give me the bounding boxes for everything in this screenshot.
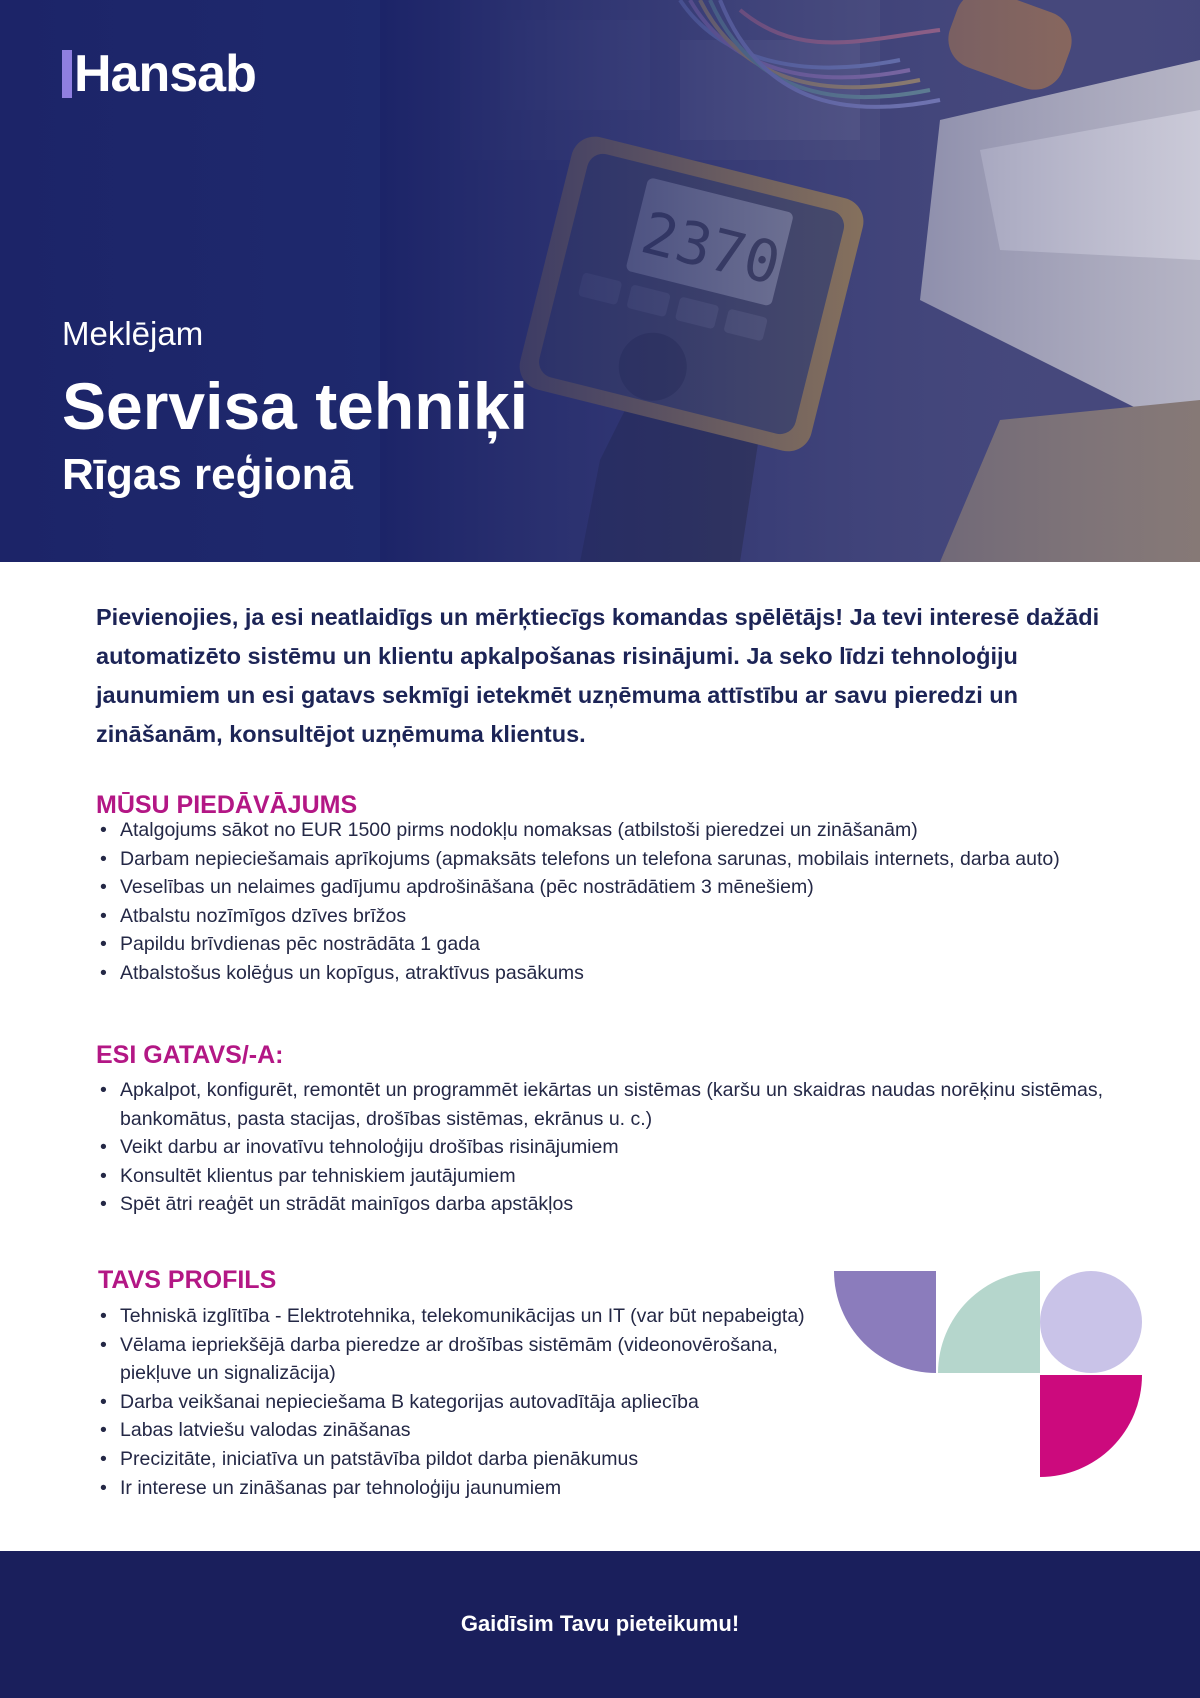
profile-item: • Tehniskā izglītība - Elektrotehnika, telekomunikācijas un IT (var būt nepabeigta) — [120, 1302, 820, 1331]
offer-item: • Atbalstu nozīmīgos dzīves brīžos — [120, 902, 1160, 931]
hero-location: Rīgas reģionā — [62, 450, 353, 499]
profile-item: • Labas latviešu valodas zināšanas — [120, 1416, 820, 1445]
decorative-shapes — [834, 1271, 1146, 1477]
profile-list — [100, 1302, 820, 1502]
profile-item: • Ir interese un zināšanas par tehnoloģiju jaunumiem — [120, 1474, 820, 1503]
offer-item: • Papildu brīvdienas pēc nostrādāta 1 gada — [120, 930, 1160, 959]
offer-item: • Veselības un nelaimes gadījumu apdrošināšana (pēc nostrādātiem 3 mēnešiem) — [120, 873, 1160, 902]
hero-banner — [0, 0, 1200, 562]
ready-heading: ESI GATAVS/-A: — [96, 1041, 284, 1069]
offer-list — [100, 816, 1160, 988]
logo-text: Hansab — [74, 45, 256, 103]
intro-paragraph: Pievienojies, ja esi neatlaidīgs un mērķtiecīgs komandas spēlētājs! Ja tevi interesē dažādi automatizēto sistēmu un klientu apkalpošanas risinājumi. Ja seko līdzi tehnoloģiju jaunumiem un esi gatavs sekmīgi ietekmēt uzņēmuma attīstību ar savu pieredzi un zināšanām, konsultējot uzņēmuma klientus. — [96, 604, 1100, 747]
hansab-logo — [62, 46, 256, 102]
hero-subtitle: Meklējam — [62, 315, 204, 352]
ready-list — [100, 1076, 1160, 1219]
offer-item: • Darbam nepieciešamais aprīkojums (apmaksāts telefons un telefona sarunas, mobilais internets, darba auto) — [120, 845, 1160, 874]
magenta-quarter-shape — [1040, 1375, 1142, 1477]
ready-item: • Veikt darbu ar inovatīvu tehnoloģiju drošības risinājumiem — [120, 1133, 1160, 1162]
ready-item: • Spēt ātri reaģēt un strādāt mainīgos darba apstākļos — [120, 1190, 1160, 1219]
profile-item: • Darba veikšanai nepieciešama B kategorijas autovadītāja apliecība — [120, 1388, 820, 1417]
offer-item: • Atalgojums sākot no EUR 1500 pirms nodokļu nomaksas (atbilstoši pieredzei un zināšanām) — [120, 816, 1160, 845]
ready-item: • Apkalpot, konfigurēt, remontēt un programmēt iekārtas un sistēmas (karšu un skaidras naudas norēķinu sistēmas, bankomātus, pasta stacijas, drošības sistēmas, ekrānus u. c.) — [120, 1076, 1160, 1133]
footer-bar — [0, 1551, 1200, 1698]
purple-quarter-shape — [834, 1271, 936, 1373]
profile-item: • Precizitāte, iniciatīva un patstāvība pildot darba pienākumus — [120, 1445, 820, 1474]
mint-quarter-shape — [938, 1271, 1040, 1373]
logo-mark-icon — [62, 50, 72, 98]
technician-multimeter-photo — [380, 0, 1200, 562]
footer-message: Gaidīsim Tavu pieteikumu! — [460, 1611, 740, 1636]
lavender-circle-shape — [1040, 1271, 1142, 1373]
offer-heading: MŪSU PIEDĀVĀJUMS — [96, 791, 358, 819]
hero-title: Servisa tehniķi — [62, 369, 528, 443]
offer-item: • Atbalstošus kolēģus un kopīgus, atraktīvus pasākums — [120, 959, 1160, 988]
profile-heading: TAVS PROFILS — [98, 1266, 277, 1294]
profile-item: • Vēlama iepriekšējā darba pieredze ar drošības sistēmām (videonovērošana, piekļuve un signalizācija) — [120, 1331, 820, 1388]
ready-item: • Konsultēt klientus par tehniskiem jautājumiem — [120, 1162, 1160, 1191]
